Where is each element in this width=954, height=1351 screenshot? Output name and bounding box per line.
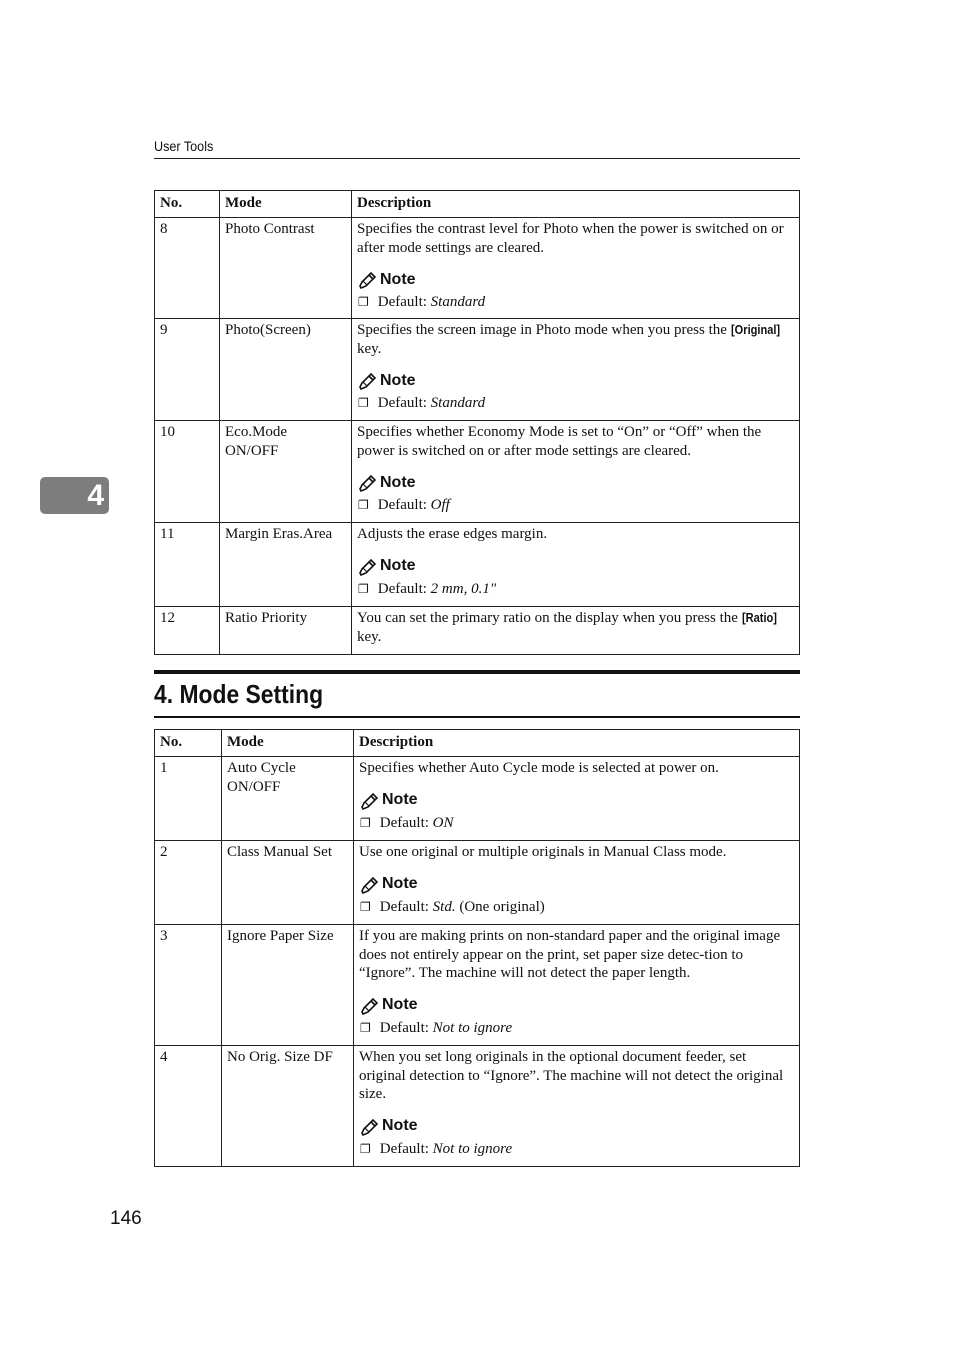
note-default-value: Standard (430, 294, 486, 310)
note-default-value: Off (430, 497, 450, 513)
note-prefix: Default: (379, 1140, 429, 1157)
pencil-icon (357, 474, 377, 492)
row-description (352, 607, 800, 655)
checkbox-bullet-icon: ❐ (360, 1141, 371, 1156)
checkbox-bullet-icon: ❐ (358, 498, 369, 512)
col-header-description: Description (352, 191, 800, 218)
row-mode: Ignore Paper Size (222, 925, 354, 1046)
note-label: Note (380, 473, 416, 491)
row-number: 2 (155, 841, 222, 925)
col-header-mode: Mode (222, 730, 354, 757)
row-number: 3 (155, 925, 222, 1046)
description-before: You can set the primary ratio on the display when you press the (357, 610, 738, 626)
row-description (354, 925, 800, 1046)
mode-setting-table (154, 729, 800, 1167)
note-item (357, 580, 794, 599)
note-prefix: Default: (377, 294, 427, 310)
row-mode: Photo Contrast (220, 218, 352, 319)
description-text: If you are making prints on non-standard paper and the original image does not entirely appear on the print, set paper size detec-tion to “Ignore”. The machine will not detect the paper length. (359, 928, 781, 981)
pencil-icon (359, 792, 379, 810)
row-number: 4 (155, 1046, 222, 1167)
row-number: 11 (155, 523, 220, 607)
note-heading (357, 370, 794, 392)
row-number: 1 (155, 757, 222, 841)
col-header-mode: Mode (220, 191, 352, 218)
note-label: Note (382, 875, 418, 893)
note-label: Note (382, 1117, 418, 1135)
table-row (155, 841, 800, 925)
row-description (354, 757, 800, 841)
note-item (357, 394, 794, 413)
table-row (155, 319, 800, 421)
row-number: 10 (155, 421, 220, 523)
table-row (155, 607, 800, 655)
note-prefix: Default: (379, 814, 429, 831)
table-row (155, 421, 800, 523)
description-text: Adjusts the erase edges margin. (357, 526, 548, 542)
row-number: 8 (155, 218, 220, 319)
row-number: 12 (155, 607, 220, 655)
page-number: 146 (110, 1208, 142, 1229)
pencil-icon (357, 372, 377, 390)
section-rule-top (154, 670, 800, 674)
note-heading (359, 790, 794, 812)
table-row (155, 757, 800, 841)
note-default-value: Not to ignore (432, 1019, 513, 1036)
description-text: Specifies whether Economy Mode is set to “On” or “Off” when the power is switched on or after mode settings are cleared. (357, 424, 762, 459)
section-rule-bottom (154, 716, 800, 718)
row-mode: Margin Eras.Area (220, 523, 352, 607)
description-text: Specifies whether Auto Cycle mode is selected at power on. (359, 760, 719, 776)
note-default-value: Standard (430, 395, 486, 411)
col-header-no: No. (155, 730, 222, 757)
description-text (357, 609, 794, 646)
pencil-icon (357, 271, 377, 289)
note-heading (359, 995, 794, 1017)
description-after: key. (357, 628, 382, 645)
note-heading (357, 269, 794, 291)
row-mode: Class Manual Set (222, 841, 354, 925)
description-text: Use one original or multiple originals in Manual Class mode. (359, 844, 727, 860)
note-label: Note (380, 557, 416, 575)
table-row (155, 1046, 800, 1167)
note-heading (359, 874, 794, 896)
description-text: Specifies the contrast level for Photo when the power is switched on or after mode settings are cleared. (357, 221, 784, 256)
row-description (354, 1046, 800, 1167)
note-item (359, 814, 794, 833)
note-item (359, 898, 794, 917)
description-after: key. (357, 340, 382, 357)
checkbox-bullet-icon: ❐ (360, 815, 371, 830)
description-before: Specifies the screen image in Photo mode when you press the (357, 322, 727, 338)
description-text (357, 321, 794, 358)
note-prefix: Default: (379, 898, 429, 915)
table-header-row (155, 730, 800, 757)
checkbox-bullet-icon: ❐ (358, 396, 369, 410)
note-heading (357, 472, 794, 494)
row-description (352, 218, 800, 319)
row-mode: Ratio Priority (220, 607, 352, 655)
pencil-icon (359, 1118, 379, 1136)
col-header-no: No. (155, 191, 220, 218)
note-prefix: Default: (377, 497, 427, 513)
checkbox-bullet-icon: ❐ (360, 899, 371, 914)
row-mode: Photo(Screen) (220, 319, 352, 421)
pencil-icon (357, 558, 377, 576)
note-item (359, 1019, 794, 1038)
checkbox-bullet-icon: ❐ (358, 295, 369, 309)
note-default-value: ON (432, 814, 454, 831)
note-prefix: Default: (377, 580, 427, 597)
original-key-label: [Original] (730, 322, 780, 337)
note-default-value: 2 mm, 0.1" (430, 580, 497, 597)
user-tools-table (154, 190, 800, 655)
note-prefix: Default: (377, 395, 427, 411)
col-header-description: Description (354, 730, 800, 757)
note-label: Note (380, 371, 416, 389)
row-description (352, 421, 800, 523)
table-row (155, 218, 800, 319)
row-mode: Auto Cycle ON/OFF (222, 757, 354, 841)
note-heading (359, 1116, 794, 1138)
table-header-row (155, 191, 800, 218)
pencil-icon (359, 876, 379, 894)
description-text: When you set long originals in the optional document feeder, set original detection to “Ignore”. The machine will not detect the original size. (359, 1049, 784, 1102)
note-item (357, 496, 794, 515)
row-mode: No Orig. Size DF (222, 1046, 354, 1167)
checkbox-bullet-icon: ❐ (360, 1020, 371, 1035)
pencil-icon (359, 997, 379, 1015)
note-item (359, 1140, 794, 1159)
header-rule (154, 158, 800, 159)
note-label: Note (380, 270, 416, 288)
note-label: Note (382, 996, 418, 1014)
note-label: Note (382, 791, 418, 809)
table-row (155, 523, 800, 607)
note-suffix: (One original) (455, 898, 545, 915)
note-default-value: Std. (432, 898, 456, 915)
note-prefix: Default: (379, 1019, 429, 1036)
row-description (354, 841, 800, 925)
row-number: 9 (155, 319, 220, 421)
row-description (352, 523, 800, 607)
row-mode: Eco.Mode ON/OFF (220, 421, 352, 523)
chapter-tab (40, 477, 109, 514)
note-item (357, 293, 794, 312)
checkbox-bullet-icon: ❐ (358, 581, 369, 596)
ratio-key-label: [Ratio] (741, 610, 777, 625)
chapter-number: 4 (87, 479, 104, 512)
note-heading (357, 556, 794, 578)
note-default-value: Not to ignore (432, 1140, 513, 1157)
table-row (155, 925, 800, 1046)
row-description (352, 319, 800, 421)
section-title: 4. Mode Setting (154, 679, 324, 709)
running-header: User Tools (154, 138, 214, 154)
